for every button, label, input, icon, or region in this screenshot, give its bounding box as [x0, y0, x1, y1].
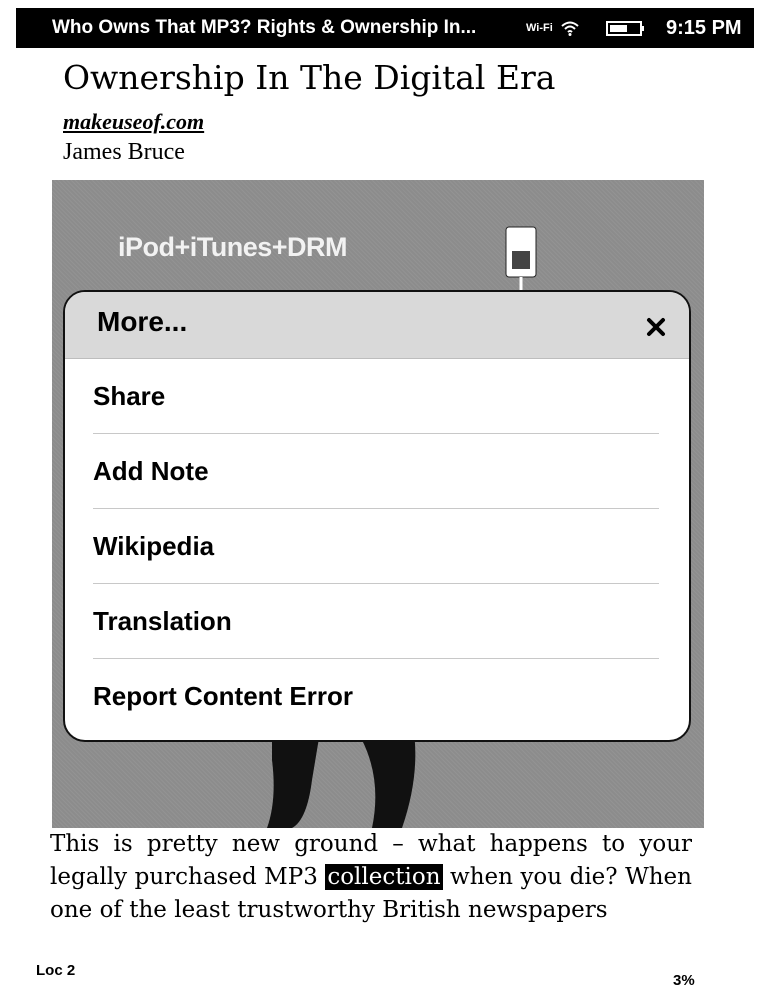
wifi-label: Wi-Fi [526, 22, 553, 34]
menu-item-add-note[interactable] [93, 434, 659, 509]
source-link[interactable]: makeuseof.com [63, 109, 205, 134]
location-indicator: Loc 2 [36, 962, 76, 979]
progress-percent: 3% [673, 972, 695, 989]
menu-item-wikipedia[interactable] [93, 509, 659, 584]
menu-item-label: Translation [93, 605, 232, 636]
article-title: Ownership In The Digital Era [63, 58, 556, 97]
body-text-after: when you die? When one of the least trustworthy British newspapers [50, 864, 692, 923]
menu-item-label: Report Content Error [93, 680, 353, 711]
selected-word[interactable]: collection [327, 864, 441, 890]
ipod-icon [504, 225, 538, 295]
body-text-before: This is pretty new ground – what happens to your legally purchased MP3 [50, 831, 692, 890]
book-title: Who Owns That MP3? Rights & Ownership In... [52, 17, 477, 38]
close-icon[interactable] [643, 314, 669, 340]
menu-item-share[interactable] [93, 359, 659, 434]
article-body [50, 828, 692, 927]
menu-title: More... [97, 306, 188, 337]
menu-item-report-content-error[interactable] [93, 659, 659, 733]
clock: 9:15 PM [666, 17, 742, 39]
menu-item-label: Wikipedia [93, 530, 215, 561]
image-caption: iPod+iTunes+DRM [118, 232, 348, 262]
wifi-icon [560, 20, 580, 36]
menu-item-translation[interactable] [93, 584, 659, 659]
menu-item-label: Share [93, 380, 166, 411]
status-bar [16, 8, 754, 48]
more-menu [63, 290, 691, 742]
menu-header [65, 292, 689, 359]
author-name: James Bruce [63, 139, 185, 165]
menu-item-label: Add Note [93, 455, 209, 486]
battery-icon [606, 21, 646, 36]
